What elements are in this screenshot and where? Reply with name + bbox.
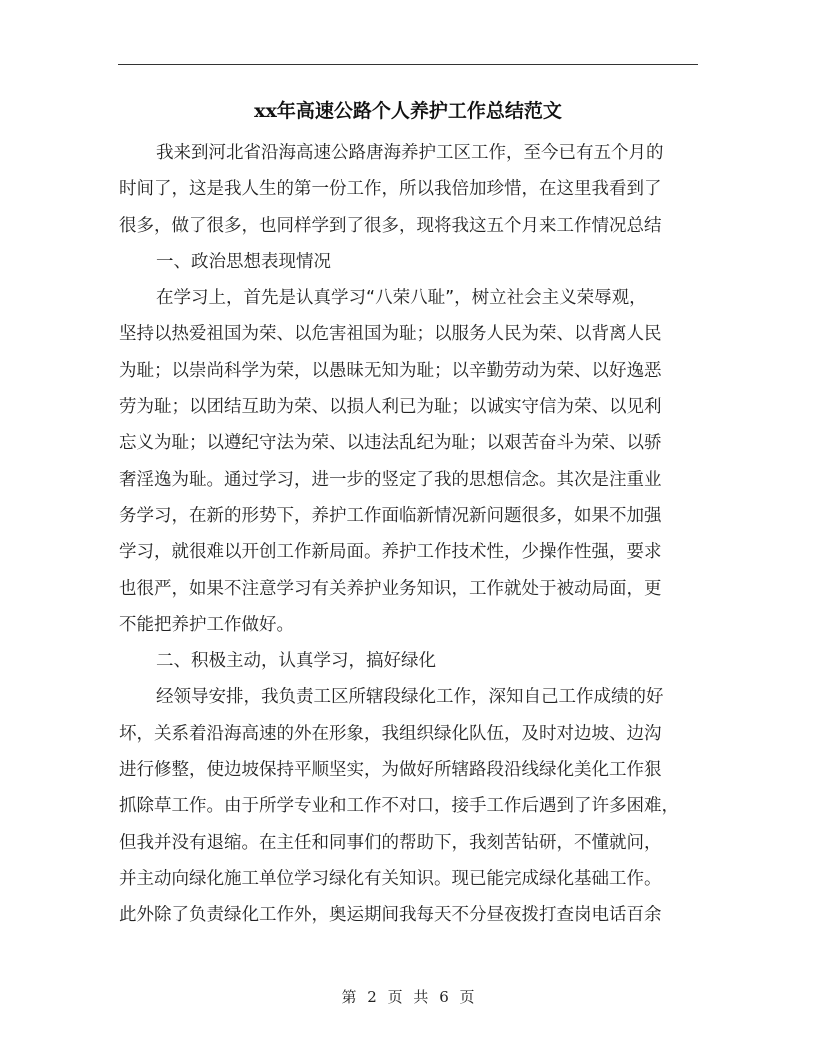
paragraph-line: 进行修整，使边坡保持平顺坚实，为做好所辖路段沿线绿化美化工作狠 [119, 760, 662, 781]
paragraph-line: 不能把养护工作做好。 [119, 614, 294, 635]
paragraph-line: 忘义为耻；以遵纪守法为荣、以违法乱纪为耻；以艰苦奋斗为荣、以骄 [119, 433, 662, 454]
paragraph-line: 学习，就很难以开创工作新局面。养护工作技术性，少操作性强，要求 [119, 542, 662, 563]
page-footer [0, 986, 816, 1007]
current-page-number: 2 [367, 988, 377, 1006]
paragraph-line: 务学习，在新的形势下，养护工作面临新情况新问题很多，如果不加强 [119, 505, 662, 526]
paragraph-line: 奢淫逸为耻。通过学习，进一步的竖定了我的思想信念。其次是注重业 [119, 469, 662, 490]
paragraph-line: 我来到河北省沿海高速公路唐海养护工区工作，至今已有五个月的 [156, 143, 664, 163]
paragraph-line: 并主动向绿化施工单位学习绿化有关知识。现已能完成绿化基础工作。 [119, 868, 662, 889]
paragraph-line: 劳为耻；以团结互助为荣、以损人利已为耻；以诚实守信为荣、以见利 [119, 397, 662, 418]
paragraph-line: 也很严，如果不注意学习有关养护业务知识，工作就处于被动局面，更 [119, 578, 662, 599]
page-label-prefix: 第 [341, 988, 357, 1006]
document-title: xx年高速公路个人养护工作总结范文 [254, 100, 562, 122]
section-heading: 二、积极主动，认真学习，搞好绿化 [156, 651, 436, 672]
header-rule [118, 64, 698, 65]
paragraph-line: 经领导安排，我负责工区所辖段绿化工作，深知自己工作成绩的好 [156, 687, 664, 708]
page-label-mid-a: 页 [387, 988, 403, 1006]
paragraph-line: 坏，关系着沿海高速的外在形象，我组织绿化队伍，及时对边坡、边沟 [119, 723, 662, 744]
paragraph-line: 在学习上，首先是认真学习“八荣八耻”，树立社会主义荣辱观， [156, 288, 647, 309]
paragraph-line: 时间了，这是我人生的第一份工作，所以我倍加珍惜，在这里我看到了 [119, 179, 662, 200]
paragraph-line: 为耻；以崇尚科学为荣，以愚昧无知为耻；以辛勤劳动为荣、以好逸恶 [119, 360, 662, 381]
paragraph-line: 此外除了负责绿化工作外，奥运期间我每天不分昼夜拨打查岗电话百余 [119, 905, 662, 926]
paragraph-line: 很多，做了很多，也同样学到了很多，现将我这五个月来工作情况总结 [119, 215, 662, 236]
document-body [119, 135, 699, 934]
section-heading: 一、政治思想表现情况 [156, 251, 331, 272]
total-pages-number: 6 [439, 988, 449, 1006]
paragraph-line: 但我并没有退缩。在主任和同事们的帮助下，我刻苦钻研，不懂就问， [119, 832, 662, 853]
paragraph-line: 抓除草工作。由于所学专业和工作不对口，接手工作后遇到了许多困难， [119, 796, 679, 817]
page-label-suffix: 页 [459, 988, 475, 1006]
page-label-mid-b: 共 [413, 988, 429, 1006]
paragraph-line: 坚持以热爱祖国为荣、以危害祖国为耻；以服务人民为荣、以背离人民 [119, 324, 662, 345]
